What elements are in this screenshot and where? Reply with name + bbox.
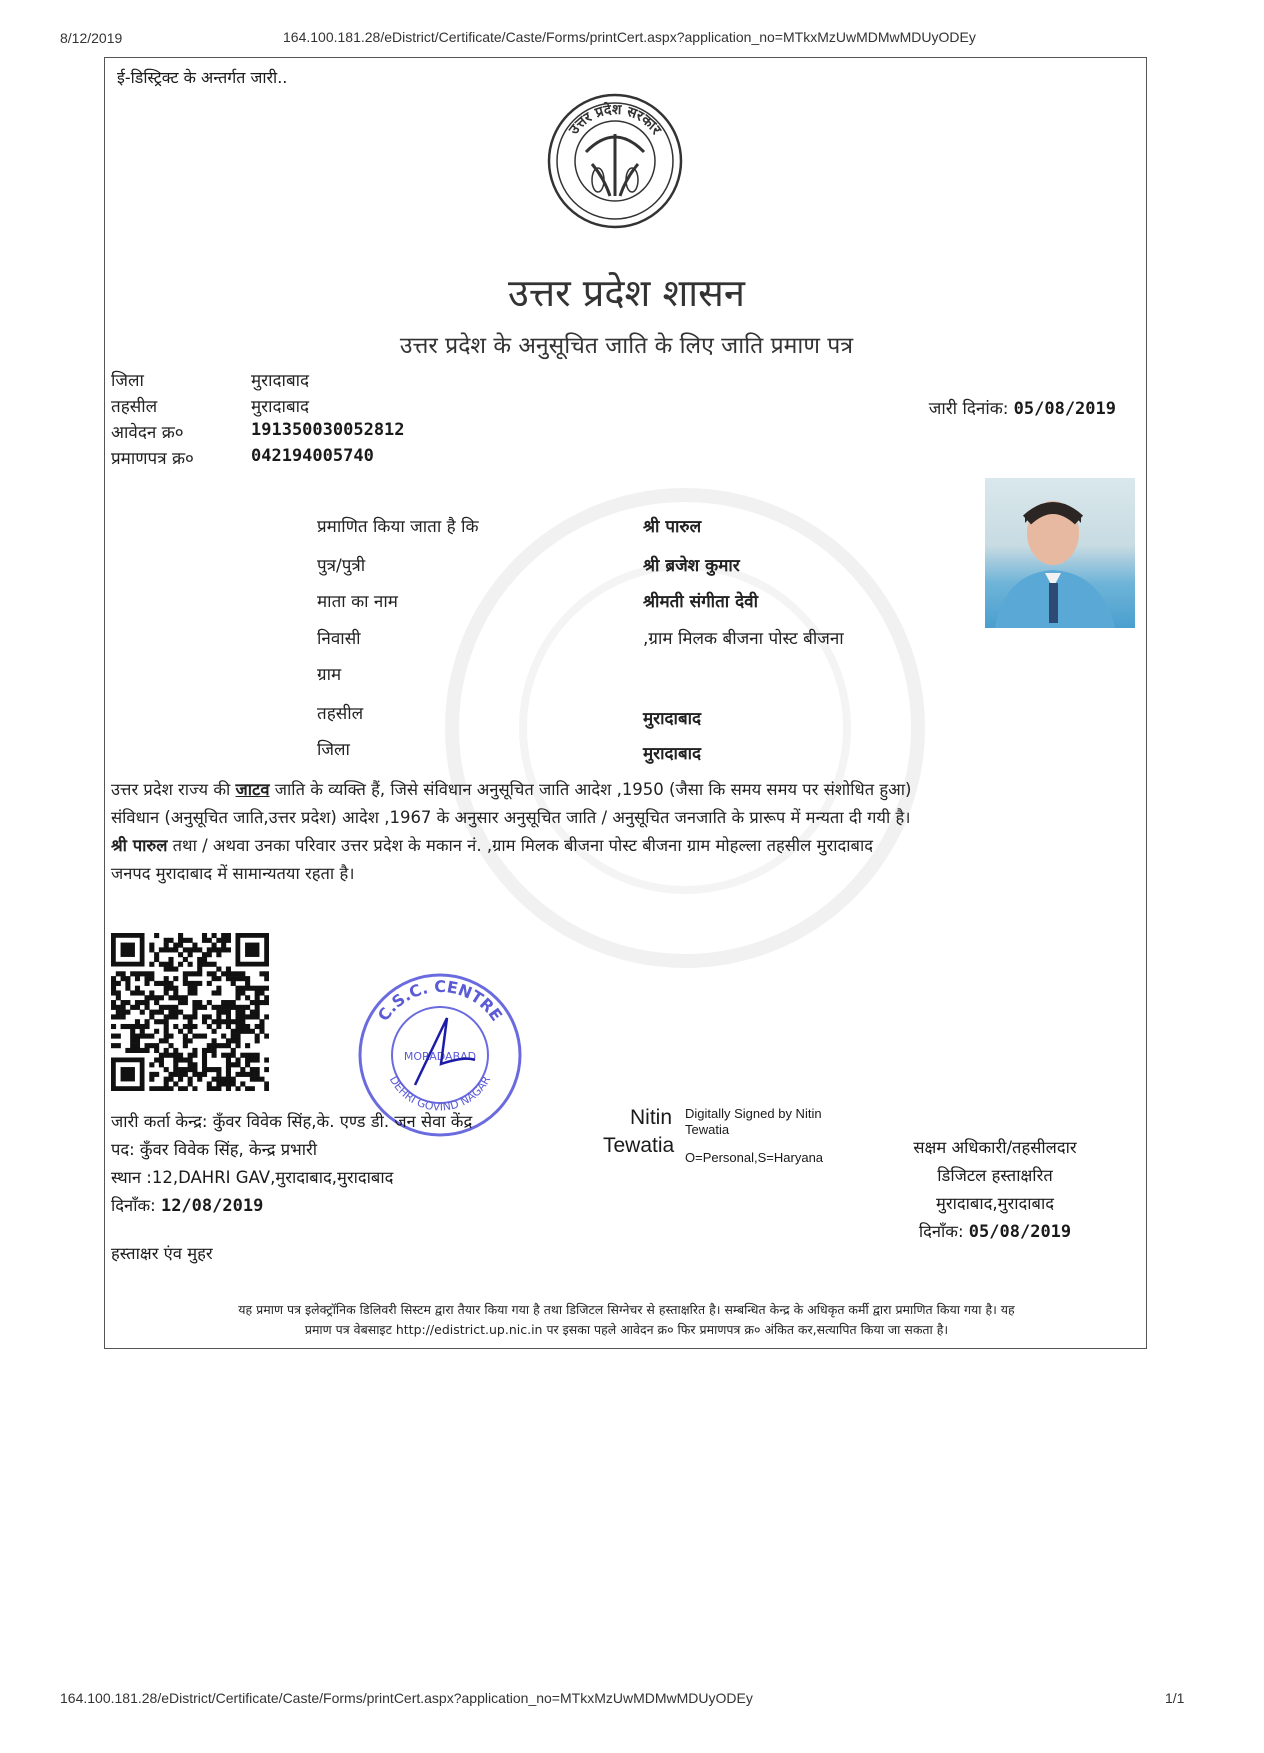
authority-line-2: डिजिटल हस्ताक्षरित: [937, 1166, 1053, 1185]
para-text: जाति के व्यक्ति हैं, जिसे संविधान अनुसूचित जाति आदेश ,1950 (जैसा कि समय समय पर संशोधित हुआ): [269, 780, 912, 799]
stamp-top-text: C.S.C. CENTRE: [373, 976, 507, 1025]
authority-line-3: मुरादाबाद,मुरादाबाद: [935, 1194, 1054, 1213]
detail-label-tehsil: तहसील: [317, 704, 364, 724]
issuer-block: [111, 1108, 472, 1268]
certificate-title: उत्तर प्रदेश शासन: [508, 271, 745, 315]
authority-date-label: दिनाँक:: [918, 1222, 964, 1241]
para-line-2: संविधान (अनुसूचित जाति,उत्तर प्रदेश) आदेश ,1967 के अनुसार अनुसूचित जाति / अनुसूचित जनजाति के प्रारूप में मन्यता दी गयी है।: [111, 808, 911, 827]
certificate: [104, 57, 1147, 1349]
emblem-text: उत्तर प्रदेश सरकार: [566, 101, 665, 138]
digital-signature: [593, 1106, 823, 1176]
signer-name-2: Tewatia: [603, 1134, 675, 1157]
detail-label-son-daughter: पुत्र/पुत्री: [317, 556, 366, 576]
sign-and-seal-label: हस्ताक्षर एंव मुहर: [111, 1244, 213, 1263]
signer-name-1: Nitin: [630, 1106, 673, 1129]
authority-line-1: सक्षम अधिकारी/तहसीलदार: [913, 1138, 1077, 1157]
issuer-date: [111, 1192, 472, 1220]
footer-note: [105, 1300, 1148, 1340]
para-line-1: [111, 776, 1131, 804]
para-line-3: [111, 832, 1131, 860]
detail-value-tehsil: मुरादाबाद: [643, 709, 702, 729]
footer-note-line-2: प्रमाण पत्र वेबसाइट http://edistrict.up.nic.in पर इसका पहले आवेदन क्र० फिर प्रमाणपत्र क्र० अंकित कर,सत्यापित किया जा सकता है।: [304, 1322, 949, 1337]
qr-code: [111, 933, 269, 1091]
issuer-date-label: दिनाँक:: [111, 1196, 156, 1215]
meta-label-tehsil: तहसील: [111, 397, 158, 417]
para-name: श्री पारुल: [111, 836, 168, 855]
print-date: 8/12/2019: [60, 30, 123, 46]
authority-date: [885, 1218, 1105, 1246]
para-text: उत्तर प्रदेश राज्य की: [111, 780, 236, 799]
meta-label-district: जिला: [111, 371, 144, 391]
detail-label-village: ग्राम: [317, 665, 342, 685]
sign-line-1: Digitally Signed by Nitin: [685, 1106, 822, 1121]
detail-value-mother: श्रीमती संगीता देवी: [643, 592, 758, 612]
sign-line-2: Tewatia: [685, 1122, 730, 1137]
issuer-centre: जारी कर्ता केन्द्र: कुँवर विवेक सिंह,के. एण्ड डी. जन सेवा केंद्र: [111, 1112, 473, 1131]
meta-value-district: मुरादाबाद: [251, 371, 310, 391]
issue-date-label: जारी दिनांक:: [928, 399, 1009, 419]
footer-note-line-1: यह प्रमाण पत्र इलेक्ट्रॉनिक डिलिवरी सिस्टम द्वारा तैयार किया गया है तथा डिजिटल सिग्नेचर से हस्ताक्षरित है। सम्बन्धित केन्द्र के अधिकृत कर्मी द्वारा प्रमाणित किया गया है। यह: [238, 1302, 1015, 1317]
applicant-photo: [985, 478, 1135, 628]
print-url-bottom: 164.100.181.28/eDistrict/Certificate/Caste/Forms/printCert.aspx?application_no=MTkxMzUwMDMwMDUyODEy: [60, 1690, 753, 1706]
svg-text:C.S.C. CENTRE: [374, 977, 506, 1025]
certificate-subtitle: उत्तर प्रदेश के अनुसूचित जाति के लिए जाति प्रमाण पत्र: [399, 333, 854, 359]
stamp-bottom-text: DEHRI GOVIND NAGAR: [386, 1073, 494, 1114]
caste-name: जाटव: [235, 780, 270, 799]
meta-value-application-no: 191350030052812: [251, 420, 405, 440]
issue-date: [929, 396, 1116, 419]
authority-block: [885, 1134, 1105, 1246]
detail-value-name: श्री पारुल: [643, 517, 702, 537]
detail-value-resident: ,ग्राम मिलक बीजना पोस्ट बीजना: [643, 629, 844, 649]
print-url-top: 164.100.181.28/eDistrict/Certificate/Caste/Forms/printCert.aspx?application_no=MTkxMzUwMDMwMDUyODEy: [283, 29, 976, 45]
detail-label-mother: माता का नाम: [317, 592, 398, 612]
issuer-date-value: 12/08/2019: [160, 1196, 264, 1216]
issuer-place: स्थान :12,DAHRI GAV,मुरादाबाद,मुरादाबाद: [111, 1168, 394, 1187]
issuer-post: पद: कुँवर विवेक सिंह, केन्द्र प्रभारी: [111, 1140, 318, 1159]
detail-value-father: श्री ब्रजेश कुमार: [643, 556, 740, 576]
svg-text:उत्तर प्रदेश सरकार: [565, 101, 664, 139]
stamp-middle-text: MORADABAD: [403, 1050, 477, 1063]
authority-date-value: 05/08/2019: [968, 1222, 1072, 1242]
detail-value-district: मुरादाबाद: [643, 744, 702, 764]
detail-label-certified: प्रमाणित किया जाता है कि: [317, 517, 479, 537]
para-line-4: जनपद मुरादाबाद में सामान्यतया रहता है।: [111, 864, 355, 883]
up-emblem: [546, 92, 684, 230]
detail-label-district: जिला: [317, 740, 350, 760]
sign-line-3: O=Personal,S=Haryana: [685, 1150, 824, 1165]
meta-label-certificate-no: प्रमाणपत्र क्र०: [111, 449, 194, 469]
para-text: तथा / अथवा उनका परिवार उत्तर प्रदेश के मकान नं. ,ग्राम मिलक बीजना पोस्ट बीजना ग्राम मोहल्ला तहसील मुरादाबाद: [167, 836, 873, 855]
certificate-paragraph: [111, 776, 1131, 888]
meta-value-certificate-no: 042194005740: [251, 446, 374, 466]
detail-label-resident: निवासी: [317, 629, 361, 649]
meta-value-tehsil: मुरादाबाद: [251, 397, 310, 417]
issued-under-text: ई-डिस्ट्रिक्ट के अन्तर्गत जारी..: [117, 68, 288, 87]
meta-label-application-no: आवेदन क्र०: [111, 423, 184, 443]
issue-date-value: 05/08/2019: [1013, 399, 1116, 419]
page-count: 1/1: [1165, 1690, 1185, 1706]
